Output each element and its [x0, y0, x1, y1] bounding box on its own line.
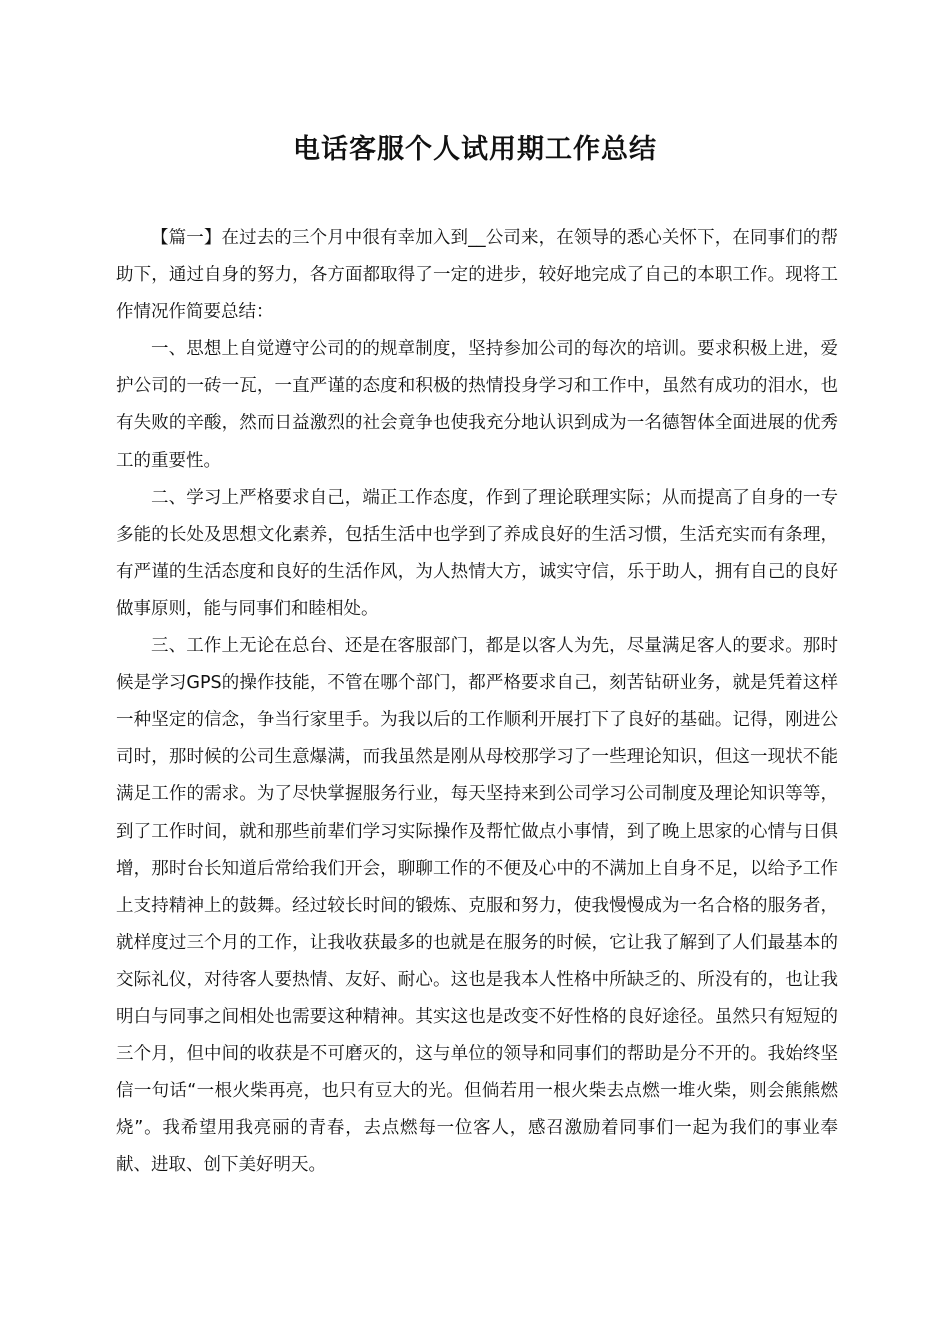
paragraph-intro: 【篇一】在过去的三个月中很有幸加入到__公司来，在领导的悉心关怀下，在同事们的帮助下，通过自身的努力，各方面都取得了一定的进步，较好地完成了自己的本职工作。现将工作情况作简要总结： — [116, 228, 838, 323]
paragraph-study: 二、学习上严格要求自己，端正工作态度，作到了理论联理实际；从而提高了自身的一专多能的长处及思想文化素养，包括生活中也学到了养成良好的生活习惯，生活充实而有条理，有严谨的生活态度和良好的生活作风，为人热情大方，诚实守信，乐于助人，拥有自己的良好做事原则，能与同事们和睦相处。 — [116, 487, 838, 619]
document-body — [116, 220, 838, 1184]
paragraph-thought: 一、思想上自觉遵守公司的的规章制度，坚持参加公司的每次的培训。要求积极上进，爱护公司的一砖一瓦，一直严谨的态度和积极的热情投身学习和工作中，虽然有成功的泪水，也有失败的辛酸，然而日益激烈的社会竟争也使我充分地认识到成为一名德智体全面进展的优秀工的重要性。 — [116, 339, 838, 471]
paragraph-work: 三、工作上无论在总台、还是在客服部门，都是以客人为先，尽量满足客人的要求。那时候是学习GPS的操作技能，不管在哪个部门，都严格要求自己，刻苦钻研业务，就是凭着这样一种坚定的信念，争当行家里手。为我以后的工作顺利开展打下了良好的基础。记得，刚进公司时，那时候的公司生意爆满，而我虽然是刚从母校那学习了一些理论知识，但这一现状不能满足工作的需求。为了尽快掌握服务行业，每天坚持来到公司学习公司制度及理论知识等等，到了工作时间，就和那些前辈们学习实际操作及帮忙做点小事情，到了晚上思家的心情与日俱增，那时台长知道后常给我们开会，聊聊工作的不便及心中的不满加上自身不足，以给予工作上支持精神上的鼓舞。经过较长时间的锻炼、克服和努力，使我慢慢成为一名合格的服务者，就样度过三个月的工作，让我收获最多的也就是在服务的时候，它让我了解到了人们最基本的交际礼仪，对待客人要热情、友好、耐心。这也是我本人性格中所缺乏的、所没有的，也让我明白与同事之间相处也需要这种精神。其实这也是改变不好性格的良好途径。虽然只有短短的三个月，但中间的收获是不可磨灭的，这与单位的领导和同事们的帮助是分不开的。我始终坚信一句话“一根火柴再亮，也只有豆大的光。但倘若用一根火柴去点燃一堆火柴，则会熊熊燃烧”。我希望用我亮丽的青春，去点燃每一位客人，感召激励着同事们一起为我们的事业奉献、进取、创下美好明天。 — [116, 636, 838, 1176]
document-title: 电话客服个人试用期工作总结 — [293, 134, 657, 165]
